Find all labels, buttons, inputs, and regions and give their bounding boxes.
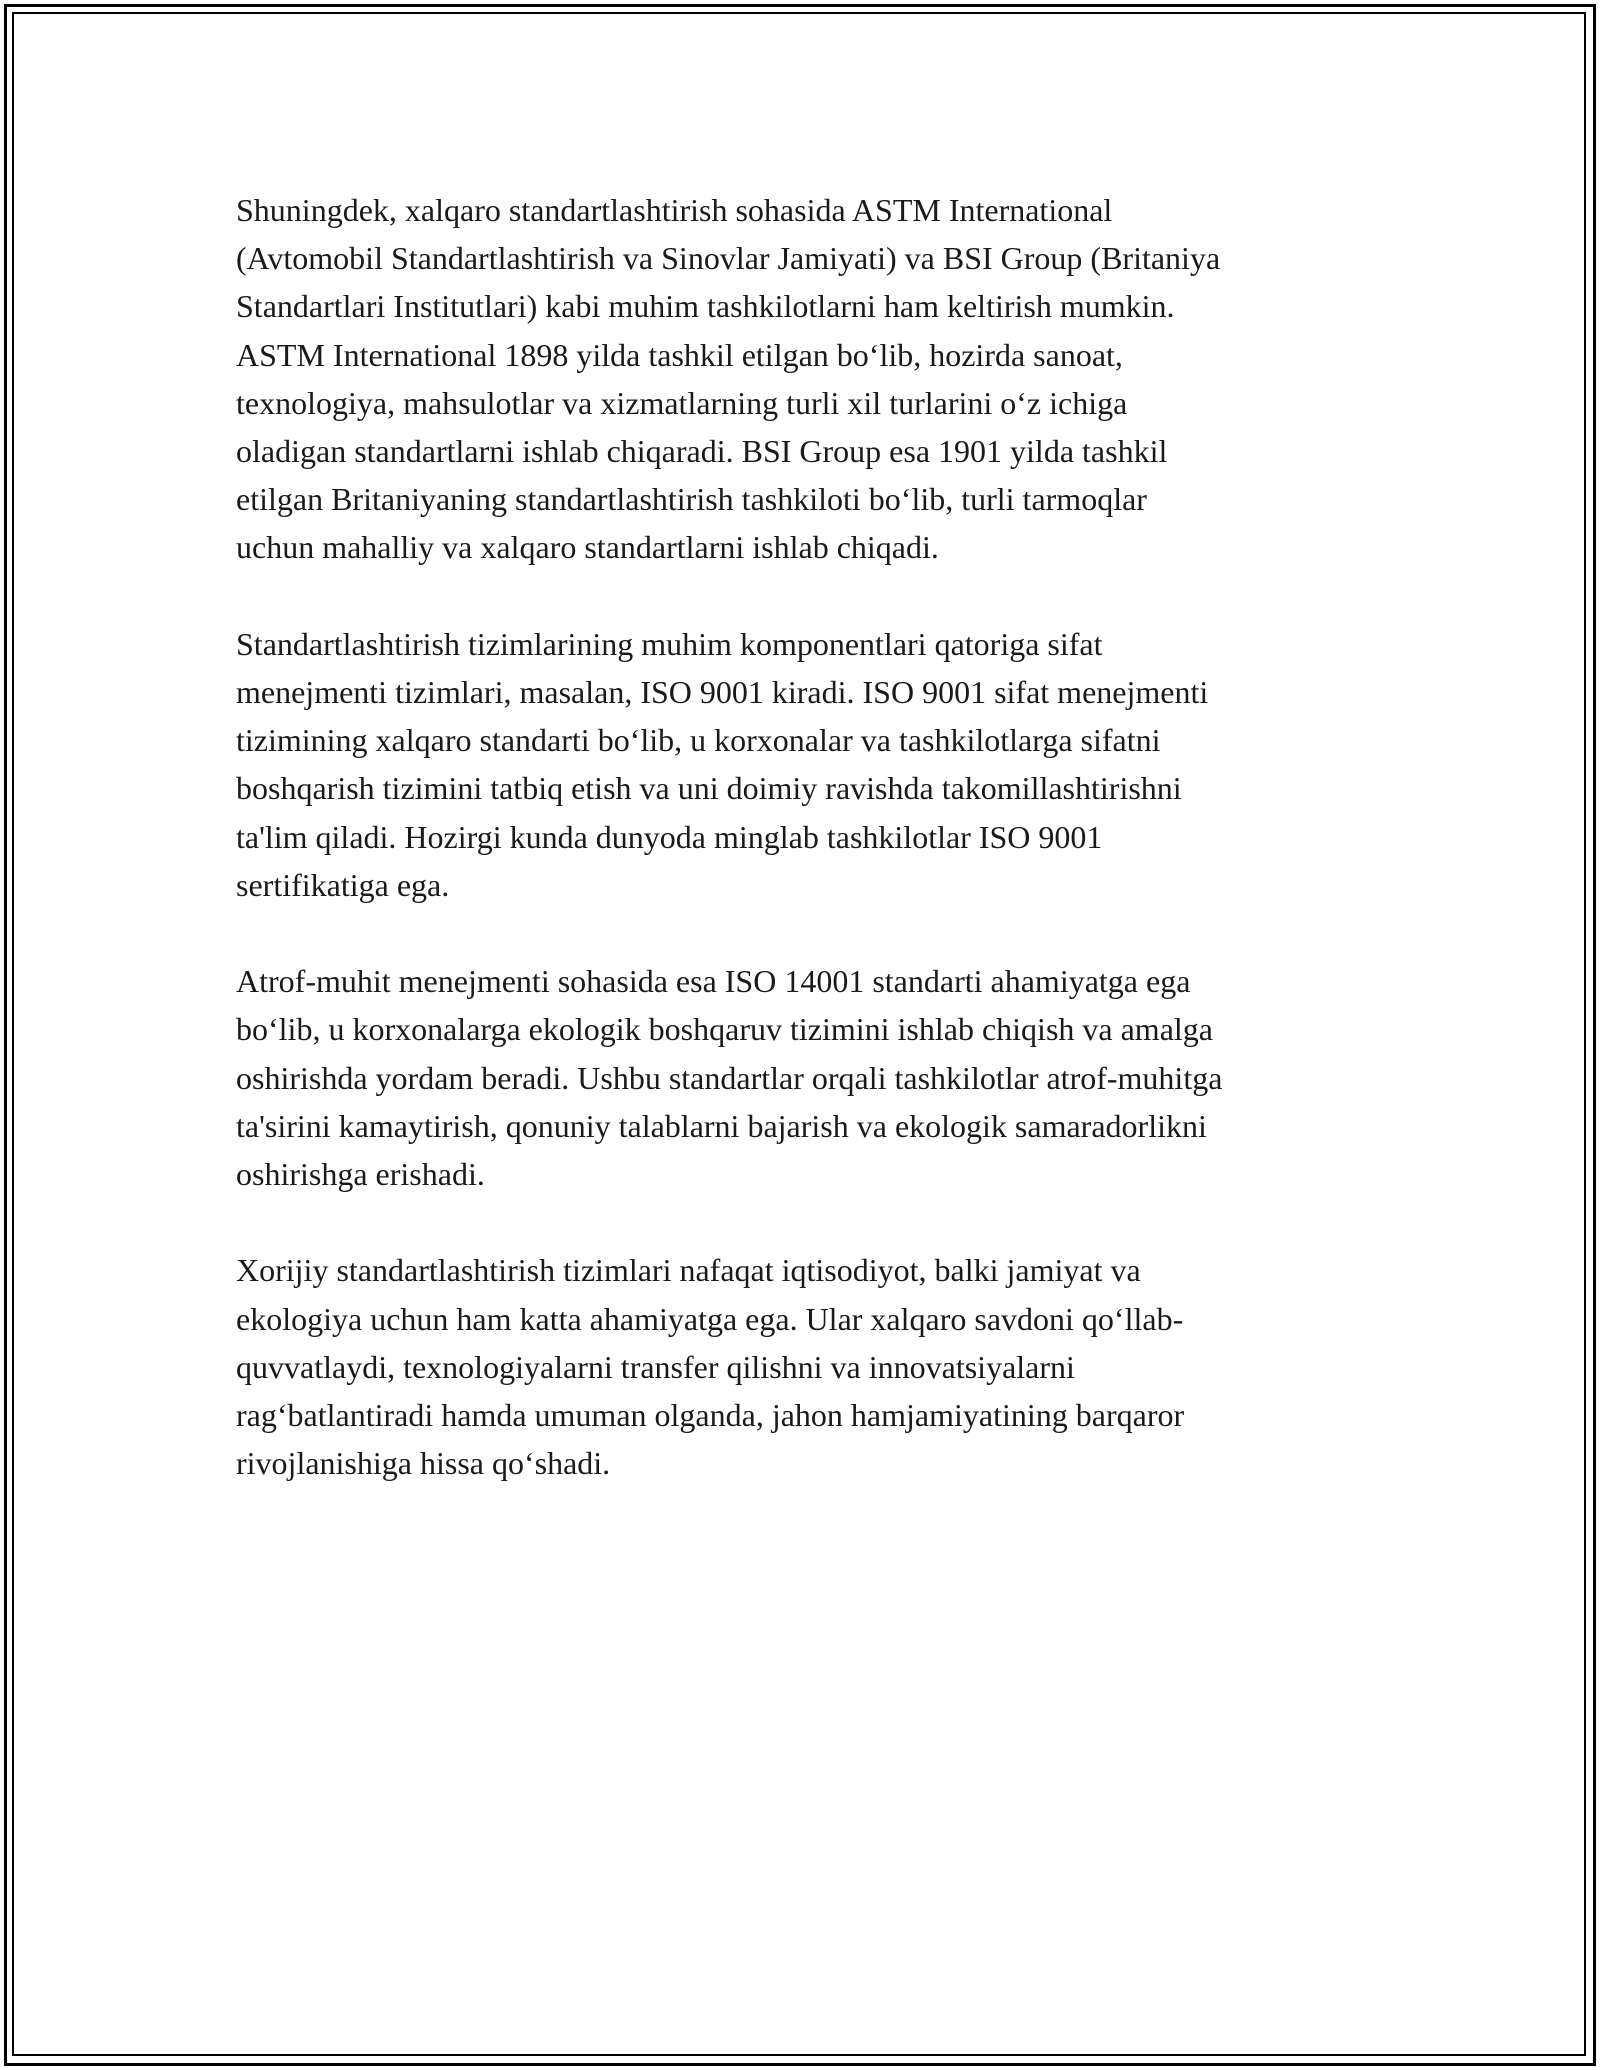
- text-line: bo‘lib, u korxonalarga ekologik boshqaruv tizimini ishlab chiqish va amalga: [236, 1011, 1213, 1048]
- text-line: rivojlanishiga hissa qo‘shadi.: [236, 1445, 611, 1482]
- text-line: oladigan standartlarni ishlab chiqaradi. BSI Group esa 1901 yilda tashkil: [236, 433, 1168, 470]
- text-line: tizimining xalqaro standarti bo‘lib, u korxonalar va tashkilotlarga sifatni: [236, 722, 1161, 759]
- text-line: Xorijiy standartlashtirish tizimlari nafaqat iqtisodiyot, balki jamiyat va: [236, 1252, 1141, 1289]
- text-line: uchun mahalliy va xalqaro standartlarni ishlab chiqadi.: [236, 529, 939, 566]
- text-line: oshirishga erishadi.: [236, 1156, 485, 1193]
- text-line: (Avtomobil Standartlashtirish va Sinovlar Jamiyati) va BSI Group (Britaniya: [236, 240, 1221, 277]
- text-line: boshqarish tizimini tatbiq etish va uni doimiy ravishda takomillashtirishni: [236, 770, 1182, 807]
- paragraph-iso-9001: [236, 620, 1376, 909]
- text-line: Standartlashtirish tizimlarining muhim komponentlari qatoriga sifat: [236, 625, 1103, 662]
- text-line: Standartlari Institutlari) kabi muhim tashkilotlarni ham keltirish mumkin.: [236, 288, 1175, 325]
- text-line: quvvatlaydi, texnologiyalarni transfer qilishni va innovatsiyalarni: [236, 1348, 1075, 1385]
- text-line: ta'sirini kamaytirish, qonuniy talablarni bajarish va ekologik samaradorlikni: [236, 1107, 1207, 1144]
- paragraph-standards-organizations: [236, 186, 1376, 572]
- text-line: oshirishda yordam beradi. Ushbu standartlar orqali tashkilotlar atrof-muhitga: [236, 1059, 1223, 1096]
- text-line: ASTM International 1898 yilda tashkil etilgan bo‘lib, hozirda sanoat,: [236, 336, 1123, 373]
- document-body: [236, 186, 1376, 1487]
- text-line: sertifikatiga ega.: [236, 866, 450, 903]
- text-line: Atrof-muhit menejmenti sohasida esa ISO 14001 standarti ahamiyatga ega: [236, 963, 1191, 1000]
- text-line: ta'lim qiladi. Hozirgi kunda dunyoda minglab tashkilotlar ISO 9001: [236, 818, 1103, 855]
- text-line: Shuningdek, xalqaro standartlashtirish sohasida ASTM International: [236, 192, 1113, 228]
- text-line: etilgan Britaniyaning standartlashtirish tashkiloti bo‘lib, turli tarmoqlar: [236, 481, 1147, 518]
- text-line: ekologiya uchun ham katta ahamiyatga ega. Ular xalqaro savdoni qo‘llab-: [236, 1300, 1184, 1337]
- paragraph-iso-14001: [236, 957, 1376, 1198]
- text-line: texnologiya, mahsulotlar va xizmatlarning turli xil turlarini o‘z ichiga: [236, 384, 1128, 421]
- text-line: menejmenti tizimlari, masalan, ISO 9001 kiradi. ISO 9001 sifat menejmenti: [236, 674, 1209, 711]
- paragraph-conclusion: [236, 1246, 1376, 1487]
- text-line: rag‘batlantiradi hamda umuman olganda, jahon hamjamiyatining barqaror: [236, 1397, 1185, 1434]
